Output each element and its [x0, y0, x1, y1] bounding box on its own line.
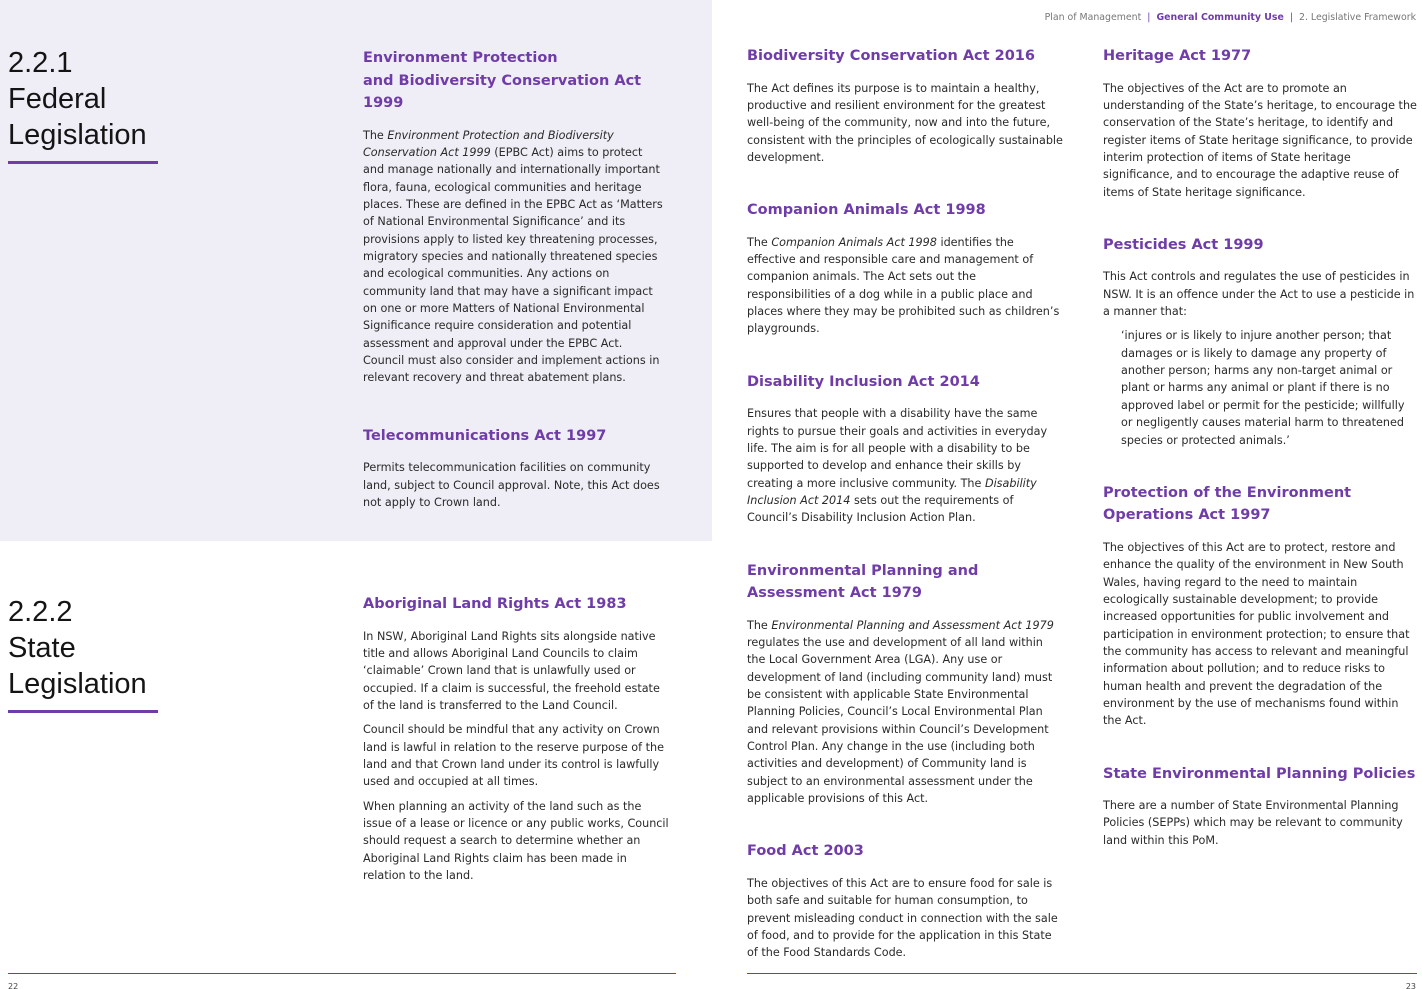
federal-heading-underline	[8, 161, 158, 164]
poeo-title: Protection of the Environment Operations Act 1997	[1103, 484, 1352, 524]
epa-text: The Environmental Planning and Assessment Act 1979 regulates the use and development of all land within the Local Government Area (LGA). Any use or development of land (including community land) must be consistent with applicable State Environmental Planning Policies, Council’s Local Environmental Plan and relevant provisions within Council’s Development Control Plan. Any change in the use (including both activities and development) of Community land is subject to an environmental assessment under the applicable provisions of this Act.	[747, 618, 1054, 806]
heritage-title: Heritage Act 1977	[1103, 48, 1252, 64]
disability-section	[747, 371, 1063, 527]
aboriginal-title: Aboriginal Land Rights Act 1983	[363, 596, 627, 612]
companion-section	[747, 199, 1063, 338]
biodiversity-title: Biodiversity Conservation Act 2016	[747, 48, 1035, 64]
epbc-text: The Environment Protection and Biodiversity Conservation Act 1999 (EPBC Act) aims to protect and manage nationally and internationally important flora, fauna, ecological communities and heritage places. These are defined in the EPBC Act as ‘Matters of National Environmental Significance’ and its provisions apply to listed key threatening processes, migratory species and nationally threatened species and ecological communities. Any actions on community land that may have a significant impact on one or more Matters of National Environmental Significance require consideration and potential assessment and approval under the EPBC Act. Council must also consider and implement actions in relevant recovery and threat abatement plans.	[363, 128, 663, 385]
epa-title: Environmental Planning and Assessment Act 1979	[747, 562, 979, 602]
food-title: Food Act 2003	[747, 843, 864, 860]
running-header: Plan of Management | General Community Use | 2. Legislative Framework	[1044, 12, 1416, 23]
right-column	[1103, 45, 1417, 882]
middle-column	[747, 45, 1063, 989]
food-text: The objectives of this Act are to ensure food for sale is both safe and suitable for human consumption, to prevent misleading conduct in connection with the sale of food, and to provide for the application in this State of the Food Standards Code.	[747, 876, 1058, 960]
state-heading-underline	[8, 710, 158, 713]
telecom-text: Permits telecommunication facilities on community land, subject to Council approval. Note, this Act does not apply to Crown land.	[363, 461, 660, 509]
right-footer-rule	[747, 973, 1417, 974]
aboriginal-text-1: In NSW, Aboriginal Land Rights sits alongside native title and allows Aboriginal Land Councils to claim ‘claimable’ Crown land that is unlawfully used or occupied. If a claim is successful, the freehold estate of the land is transferred to the Land Council.	[363, 629, 660, 712]
disability-title: Disability Inclusion Act 2014	[747, 373, 980, 390]
state-heading	[8, 594, 158, 713]
epbc-title: Environment Protection and Biodiversity Conservation Act 1999	[363, 50, 642, 111]
state-title-line1: State	[8, 632, 76, 664]
federal-number: 2.2.1	[8, 47, 73, 79]
companion-text: The Companion Animals Act 1998 identifies the effective and responsible care and management of companion animals. The Act sets out the responsibilities of a dog while in a public place and places where they may be prohibited such as children’s playgrounds.	[747, 235, 1060, 336]
disability-text: Ensures that people with a disability have the same rights to pursue their goals and activities in everyday life. The aim is for all people with a disability to be supported to develop and enhance their skills by creating a more inclusive community. The Disability Inclusion Act 2014 sets out the requirements of Council’s Disability Inclusion Action Plan.	[747, 407, 1048, 525]
left-footer-rule	[8, 973, 676, 974]
telecom-title: Telecommunications Act 1997	[363, 427, 607, 444]
heritage-section	[1103, 45, 1417, 201]
poeo-text: The objectives of this Act are to protect, restore and enhance the quality of the environment in New South Wales, having regard to the need to maintain ecologically sustainable development; to provide increased opportunities for public involvement and participation in environment protection; to ensure that the community has access to relevant and meaningful information about pollution; and to reduce risks to human health and prevent the degradation of the environment by the use of mechanisms found within the Act.	[1103, 540, 1410, 728]
federal-content	[363, 47, 663, 544]
telecom-section	[363, 425, 663, 512]
state-title-line2: Legislation	[8, 668, 147, 700]
pesticides-quote: ‘injures or is likely to injure another person; that damages or is likely to damage any property of another person; harms any non-target animal or plant or harms any animal or plant if there is no approved label or permit for the pesticide; willfully or negligently causes material harm to threatened species or protected animals.’	[1121, 329, 1405, 447]
state-number: 2.2.2	[8, 596, 73, 628]
aboriginal-text-2: Council should be mindful that any activity on Crown land is lawful in relation to the reserve purpose of the land and that Crown land under its control is lawfully used and occupied at all times.	[363, 723, 664, 789]
pesticides-text: This Act controls and regulates the use of pesticides in NSW. It is an offence under the Act to use a pesticide in a manner that:	[1103, 270, 1415, 319]
federal-heading	[8, 45, 158, 164]
header-chapter: 2. Legislative Framework	[1298, 12, 1416, 23]
header-active-section: General Community Use	[1156, 12, 1284, 23]
left-page-number: 22	[8, 982, 19, 989]
epbc-section	[363, 47, 663, 387]
sepp-text: There are a number of State Environmental Planning Policies (SEPPs) which may be relevant to community land within this PoM.	[1103, 799, 1403, 847]
sepp-title: State Environmental Planning Policies	[1103, 765, 1416, 782]
pesticides-section	[1103, 234, 1417, 449]
food-section	[747, 840, 1063, 961]
sepp-section	[1103, 763, 1417, 850]
header-doc-title: Plan of Management	[1044, 12, 1142, 23]
pesticides-title: Pesticides Act 1999	[1103, 236, 1264, 253]
state-content	[363, 593, 669, 917]
right-page-number: 23	[1405, 982, 1416, 989]
heritage-text: The objectives of the Act are to promote an understanding of the State’s heritage, to encourage the conservation of the State’s heritage, to identify and register items of State heritage significance, to provide interim protection of items of State heritage significance, and to encourage the adaptive reuse of items of State heritage significance.	[1103, 81, 1417, 199]
epa-section	[747, 560, 1063, 808]
aboriginal-text-3: When planning an activity of the land such as the issue of a lease or licence or any public works, Council should request a search to determine whether an Aboriginal Land Rights claim has been made in relation to the land.	[363, 799, 669, 882]
biodiversity-section	[747, 45, 1063, 166]
poeo-section	[1103, 482, 1417, 730]
aboriginal-section	[363, 593, 669, 884]
companion-title: Companion Animals Act 1998	[747, 202, 986, 219]
biodiversity-text: The Act defines its purpose is to maintain a healthy, productive and resilient environment for the greatest well-being of the community, now and into the future, consistent with the principles of ecologically sustainable development.	[747, 81, 1063, 164]
federal-title-line2: Legislation	[8, 119, 147, 151]
federal-title-line1: Federal	[8, 83, 107, 115]
